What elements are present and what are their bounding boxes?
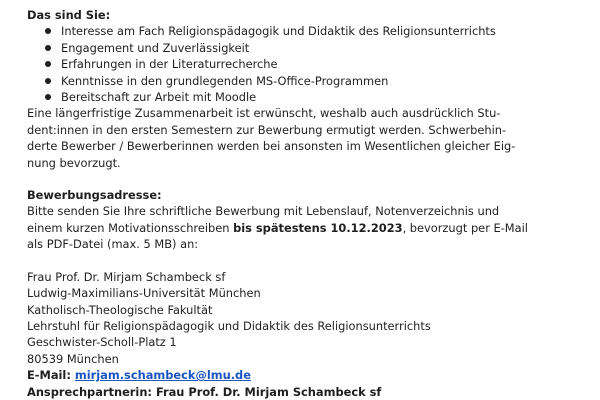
application-text-line xyxy=(27,220,590,236)
application-text-suffix: , bevorzugt per E-Mail xyxy=(402,220,528,235)
application-heading: Bewerbungsadresse: xyxy=(27,188,162,203)
contact-person: Ansprechpartnerin: Frau Prof. Dr. Mirjam Schambeck sf xyxy=(27,384,382,399)
paragraph-line: dent:innen in den ersten Semestern zur Bewerbung ermutigt werden. Schwerbehin- xyxy=(27,122,507,137)
list-item-text: Engagement und Zuverlässigkeit xyxy=(61,40,250,55)
bullet-icon xyxy=(45,28,51,34)
bullet-icon xyxy=(45,94,51,100)
paragraph-line: nung bevorzugt. xyxy=(27,155,121,170)
list-item xyxy=(27,89,590,105)
section-spacer xyxy=(27,253,590,269)
list-item xyxy=(27,40,590,56)
address-line: Katholisch-Theologische Fakultät xyxy=(27,302,213,317)
list-item-text: Kenntnisse in den grundlegenden MS-Office-Programmen xyxy=(61,73,389,88)
address-line: 80539 München xyxy=(27,351,119,366)
collaboration-paragraph xyxy=(27,105,590,171)
application-text-line: als PDF-Datei (max. 5 MB) an: xyxy=(27,237,199,252)
application-text-prefix: einem kurzen Motivationsschreiben xyxy=(27,220,234,235)
postal-address xyxy=(27,269,590,367)
paragraph-line: Eine längerfristige Zusammenarbeit ist erwünscht, weshalb auch ausdrücklich Stu- xyxy=(27,106,501,121)
list-item-text: Erfahrungen in der Literaturrecherche xyxy=(61,57,278,72)
requirements-list xyxy=(27,23,590,105)
address-line: Ludwig-Maximilians-Universität München xyxy=(27,286,261,301)
profile-heading: Das sind Sie: xyxy=(27,8,111,22)
list-item xyxy=(27,23,590,39)
bullet-icon xyxy=(45,61,51,67)
email-link[interactable]: mirjam.schambeck@lmu.de xyxy=(74,368,251,383)
address-line: Geschwister-Scholl-Platz 1 xyxy=(27,335,177,350)
bullet-icon xyxy=(45,45,51,51)
address-line: Lehrstuhl für Religionspädagogik und Didaktik des Religionsunterrichts xyxy=(27,318,431,333)
paragraph-line: derte Bewerber / Bewerberinnen werden bei ansonsten im Wesentlichen gleicher Eig- xyxy=(27,139,516,154)
list-item xyxy=(27,56,590,72)
address-line: Frau Prof. Dr. Mirjam Schambeck sf xyxy=(27,269,226,284)
email-row xyxy=(27,367,590,383)
bullet-icon xyxy=(45,78,51,84)
deadline-text: bis spätestens 10.12.2023 xyxy=(233,220,403,235)
list-item-text: Bereitschaft zur Arbeit mit Moodle xyxy=(61,90,257,105)
list-item-text: Interesse am Fach Religionspädagogik und Didaktik des Religionsunterrichts xyxy=(61,24,496,39)
list-item xyxy=(27,73,590,89)
section-spacer xyxy=(27,171,590,187)
email-label: E-Mail: xyxy=(27,368,75,383)
application-text-line: Bitte senden Sie Ihre schriftliche Bewerbung mit Lebenslauf, Notenverzeichnis und xyxy=(27,204,500,219)
